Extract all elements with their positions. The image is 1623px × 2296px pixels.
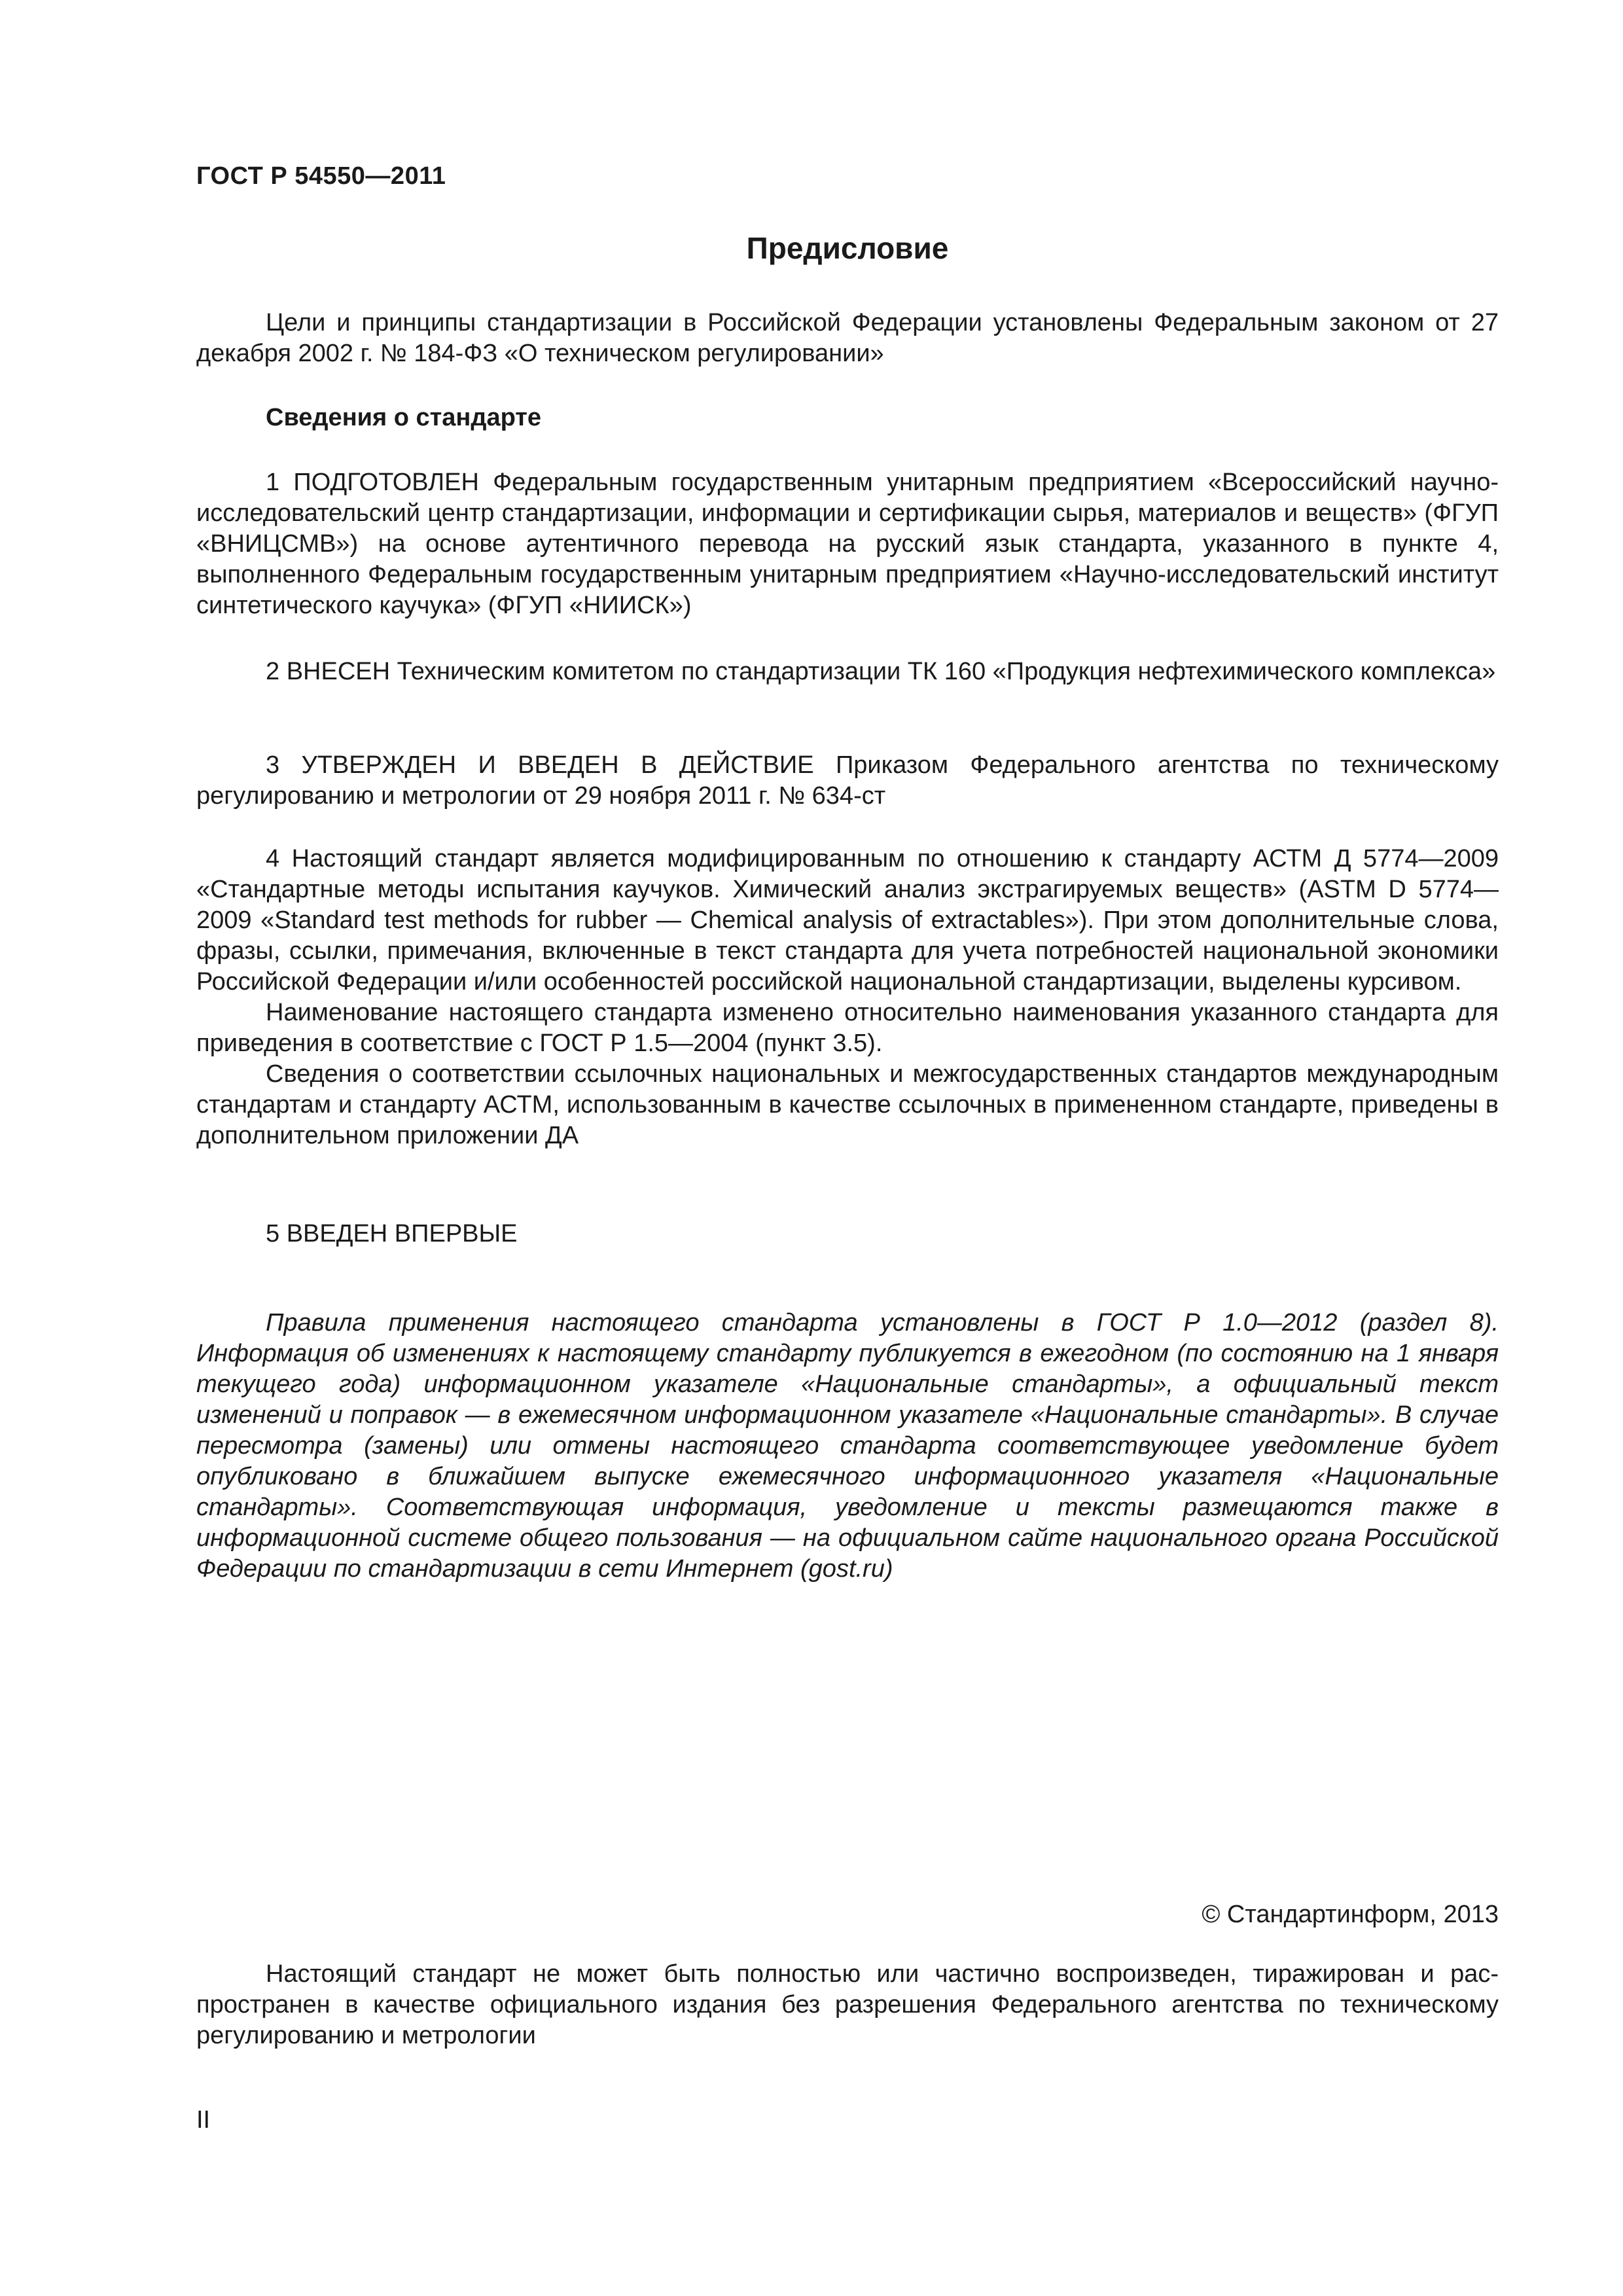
- section-5-text: 5 ВВЕДЕН ВПЕРВЫЕ: [266, 1220, 518, 1247]
- section-3: [196, 750, 1499, 812]
- application-rules-text: Правила применения настоящего стандарта установлены в ГОСТ Р 1.0—2012 (раздел 8). Информация об изменениях к настоящему стандарту публикуется в ежегодном (по состоянию на 1 января текущего года) информационном указателе «Национальные стандарты», а официальный текст изменений и поправок — в ежемесячном информационном указателе «Национальные стандарты». В случае пересмотра (замены) или отмены настоящего стандарта соответствующее уведомление будет опубликовано в ближайшем выпуске ежемесячного информационного указателя «Национальные стандарты». Соответствующая информация, уведомление и тексты размещаются также в информационной системе общего пользования — на официальном сайте национального органа Российской Федерации по стандартизации в сети Интернет (gost.ru): [196, 1309, 1499, 1583]
- section-4-paragraph-3: Сведения о соответствии ссылочных национальных и межгосударственных стандартов международным стандартам и стандарту АСТМ, использованным в качестве ссылочных в примененном стандарте, приведены в дополнительном приложении ДА: [196, 1060, 1499, 1149]
- section-4-paragraph-2: Наименование настоящего стандарта изменено относительно наименования указанного стандарта для приведения в соответствие с ГОСТ Р 1.5—2004 (пункт 3.5).: [196, 999, 1499, 1057]
- page-number: II: [196, 2106, 211, 2134]
- intro-paragraph: [196, 308, 1499, 369]
- section-5: [196, 1219, 1499, 1249]
- document-page: [196, 0, 1499, 2296]
- copyright-line: © Стандартинформ, 2013: [1202, 1901, 1499, 1928]
- section-2: [196, 656, 1499, 687]
- section-1-text: 1 ПОДГОТОВЛЕН Федеральным государственным унитарным предприятием «Всероссийский научно-исследовательский центр стандартизации, информации и сертификации сырья, материалов и веществ» (ФГУП «ВНИЦСМВ») на основе аутентичного перевода на русский язык стандарта, указанного в пункте 4, выполненного Федеральным государственным унитарным предприятием «Научно-исследовательский институт синтетического каучука» (ФГУП «НИИСК»): [196, 469, 1499, 619]
- section-4: [196, 844, 1499, 1151]
- document-code: ГОСТ Р 54550—2011: [196, 162, 446, 190]
- intro-text: Цели и принципы стандартизации в Российской Федерации установлены Федеральным законом от 27 декабря 2002 г. № 184-ФЗ «О техническом регулировании»: [196, 309, 1499, 367]
- section-3-text: 3 УТВЕРЖДЕН И ВВЕДЕН В ДЕЙСТВИЕ Приказом Федерального агентства по техническому регулированию и метрологии от 29 ноября 2011 г. № 634-ст: [196, 751, 1499, 810]
- section-subheading: Сведения о стандарте: [266, 404, 542, 431]
- section-1: [196, 467, 1499, 621]
- application-rules: [196, 1308, 1499, 1585]
- section-4-paragraph-1: 4 Настоящий стандарт является модифицированным по отношению к стандарту АСТМ Д 5774—2009 «Стандартные методы испытания каучуков. Химический анализ экстрагируемых веществ» (ASTM D 5774—2009 «Standard test methods for rubber — Chemical analysis of extractables»). При этом дополнительные слова, фразы, ссылки, примечания, включенные в текст стандарта для учета потребностей национальной экономики Российской Федерации и/или особенностей российской национальной стандартизации, выделены курсивом.: [196, 845, 1499, 996]
- reproduction-notice-text: Настоящий стандарт не может быть полностью или частично воспроизведен, тиражирован и распространен в качестве официального издания без разрешения Федерального агентства по техническому регулированию и метрологии: [196, 1960, 1499, 2049]
- page-title: Предисловие: [746, 231, 949, 265]
- reproduction-notice: [196, 1959, 1499, 2051]
- section-2-text: 2 ВНЕСЕН Техническим комитетом по стандартизации ТК 160 «Продукция нефтехимического комплекса»: [266, 658, 1496, 685]
